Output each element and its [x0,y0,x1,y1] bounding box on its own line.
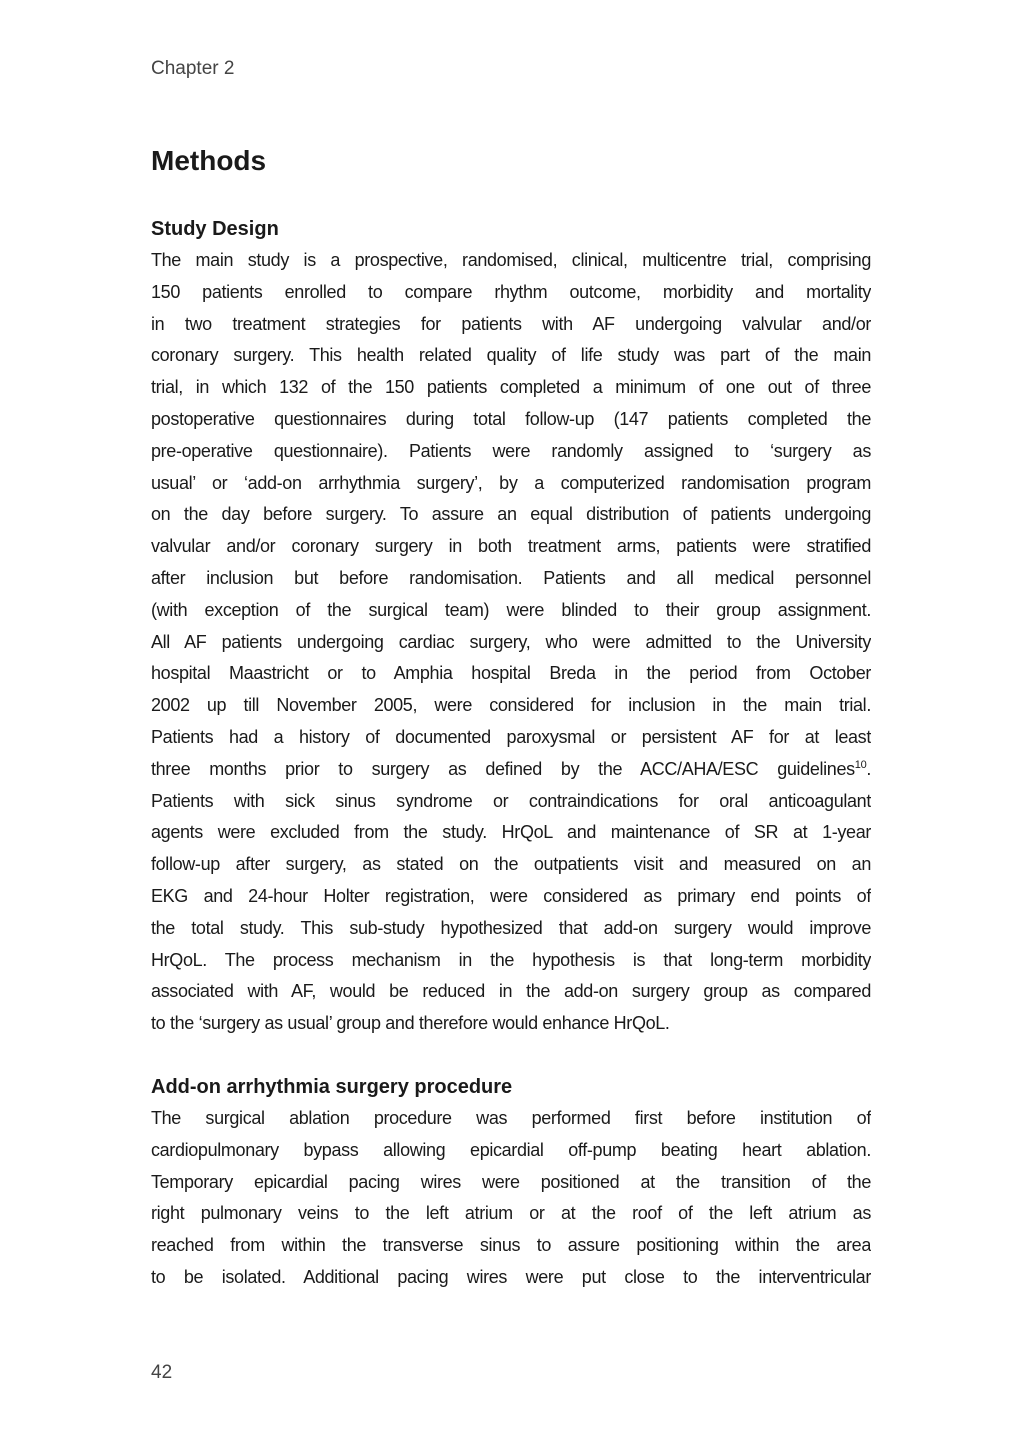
text-line: (with exception of the surgical team) were blinded to their group assignment. [151,599,871,620]
text-line: reached from within the transverse sinus to assure positioning within the area [151,1235,871,1256]
text-line: cardiopulmonary bypass allowing epicardial off-pump beating heart ablation. [151,1139,871,1160]
section-title: Methods [151,145,267,176]
text-line [151,754,871,786]
text-line: usual’ or ‘add-on arrhythmia surgery’, by a computerized randomisation program [151,472,871,493]
text-line: on the day before surgery. To assure an equal distribution of patients undergoing [151,504,871,525]
running-head: Chapter 2 [151,58,235,79]
text-line: the total study. This sub-study hypothesized that add-on surgery would improve [151,917,871,938]
text-line: HrQoL. The process mechanism in the hypothesis is that long-term morbidity [151,949,871,970]
text-line: after inclusion but before randomisation. Patients and all medical personnel [151,567,871,588]
line-text: three months prior to surgery as defined by the ACC/AHA/ESC guidelines [151,758,855,779]
procedure-heading: Add-on arrhythmia surgery procedure [151,1076,513,1098]
text-line: hospital Maastricht or to Amphia hospital Breda in the period from October [151,663,871,684]
text-line: All AF patients undergoing cardiac surgery, who were admitted to the University [151,631,871,652]
page-number: 42 [151,1362,173,1383]
text-line: 2002 up till November 2005, were considered for inclusion in the main trial. [151,695,871,716]
text-line: The main study is a prospective, randomised, clinical, multicentre trial, comprising [151,250,871,270]
text-line: follow-up after surgery, as stated on the outpatients visit and measured on an [151,854,871,875]
text-line: Temporary epicardial pacing wires were positioned at the transition of the [151,1171,871,1192]
line-text: . [866,758,871,779]
procedure-section [151,1071,871,1294]
text-line: 150 patients enrolled to compare rhythm outcome, morbidity and mortality [151,281,871,302]
text-line: Patients had a history of documented paroxysmal or persistent AF for at least [151,726,871,747]
text-line: EKG and 24-hour Holter registration, were considered as primary end points of [151,885,871,906]
text-line: The surgical ablation procedure was performed first before institution of [151,1108,871,1128]
text-line: to be isolated. Additional pacing wires were put close to the interventricular [151,1266,871,1287]
study-design-heading: Study Design [151,218,279,240]
study-design-section [151,213,871,1040]
text-line: Patients with sick sinus syndrome or contraindications for oral anticoagulant [151,790,871,811]
text-line: coronary surgery. This health related quality of life study was part of the main [151,345,871,366]
text-line: valvular and/or coronary surgery in both treatment arms, patients were stratified [151,536,871,557]
study-design-paragraph [151,245,871,1040]
procedure-paragraph [151,1103,871,1294]
text-line: trial, in which 132 of the 150 patients completed a minimum of one out of three [151,377,871,398]
text-line: pre-operative questionnaire). Patients were randomly assigned to ‘surgery as [151,440,871,461]
text-line: to the ‘surgery as usual’ group and therefore would enhance HrQoL. [151,1013,670,1034]
text-line: right pulmonary veins to the left atrium or at the roof of the left atrium as [151,1203,871,1224]
text-line: in two treatment strategies for patients with AF undergoing valvular and/or [151,313,871,334]
citation-superscript: 10 [854,758,867,771]
text-line: postoperative questionnaires during total follow-up (147 patients completed the [151,408,871,429]
text-line: associated with AF, would be reduced in the add-on surgery group as compared [151,981,871,1002]
text-line: agents were excluded from the study. HrQoL and maintenance of SR at 1-year [151,822,871,843]
